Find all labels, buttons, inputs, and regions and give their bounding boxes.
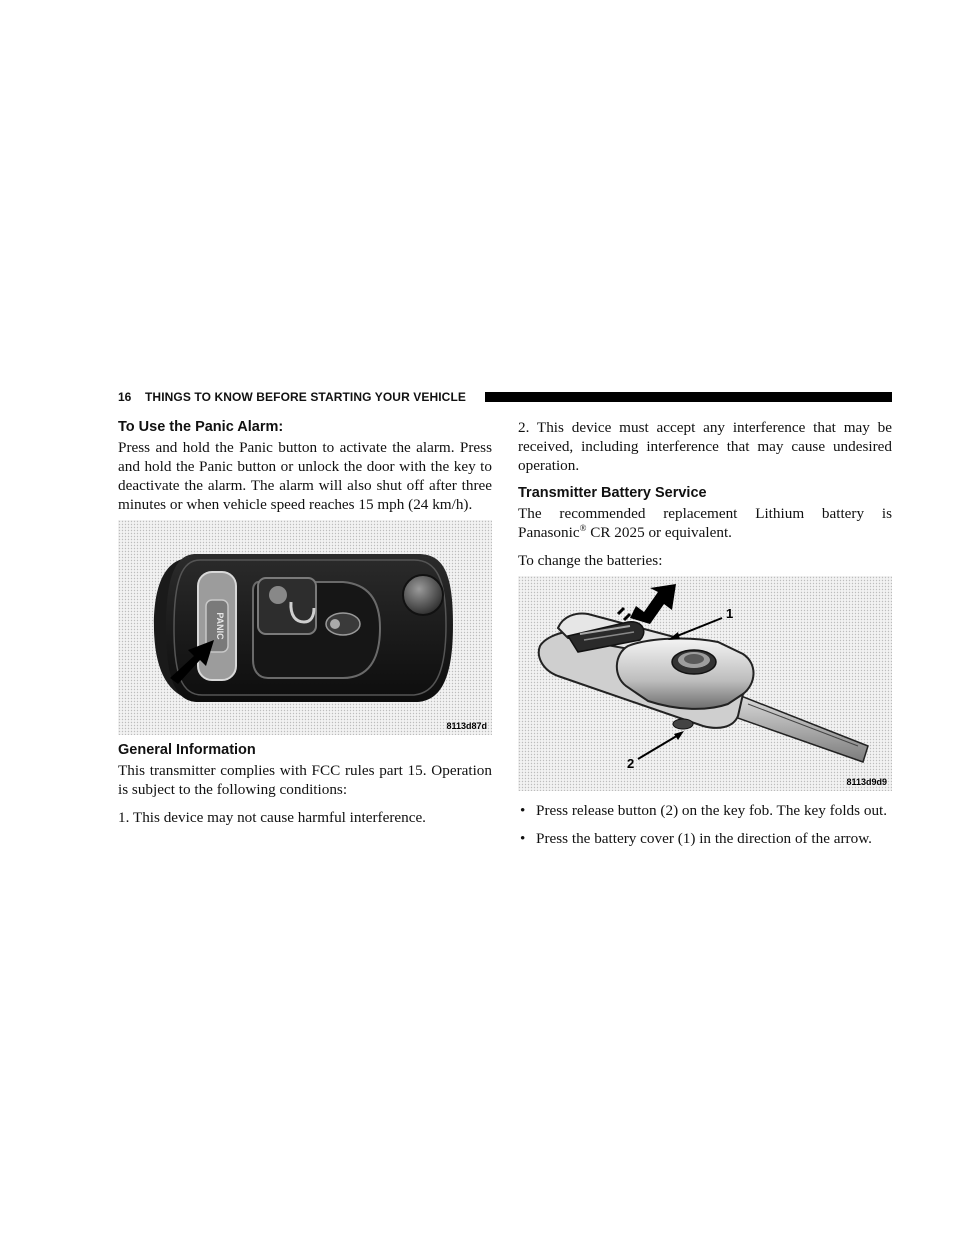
list-item — [518, 829, 892, 848]
figure-code: 8113d87d — [446, 721, 487, 731]
list-item-text: Press release button (2) on the key fob. The key folds out. — [536, 802, 888, 819]
condition-1-text: 1. This device may not cause harmful interference. — [118, 809, 426, 826]
condition-2-text: 2. This device must accept any interference that may be received, including interference that may cause undesired operation. — [518, 419, 892, 474]
general-information-heading: General Information — [118, 742, 256, 758]
battery-service-heading: Transmitter Battery Service — [518, 485, 707, 501]
list-item — [518, 801, 892, 820]
general-information-text: This transmitter complies with FCC rules part 15. Operation is subject to the following conditions: — [118, 762, 492, 798]
battery-service-text — [518, 504, 892, 542]
section-title: THINGS TO KNOW BEFORE STARTING YOUR VEHICLE — [145, 390, 466, 404]
left-column — [118, 418, 492, 827]
key-fob-figure — [118, 520, 492, 735]
page-number: 16 — [118, 390, 132, 404]
figure-code: 8113d9d9 — [846, 777, 887, 787]
folding-key-figure — [518, 576, 892, 791]
battery-text-part-1: The recommended replacement Lithium battery is Panasonic — [518, 505, 892, 541]
battery-text-part-2: CR 2025 or equivalent. — [586, 524, 732, 541]
registered-mark: ® — [579, 522, 587, 533]
list-item-text: Press the battery cover (1) in the direction of the arrow. — [536, 830, 872, 847]
bullet-symbol: • — [520, 830, 526, 847]
bullet-symbol: • — [520, 802, 526, 819]
page-header — [118, 388, 892, 406]
change-batteries-text: To change the batteries: — [518, 552, 663, 569]
battery-steps-list — [518, 801, 892, 848]
key-fob-panic-illustration — [118, 520, 492, 735]
header-rule — [485, 392, 892, 402]
callout-1: 1 — [726, 606, 734, 621]
panic-alarm-text: Press and hold the Panic button to activate the alarm. Press and hold the Panic button or unlock the door with the key to deactivate the alarm. The alarm will also shut off after three minutes or when vehicle speed reaches 15 mph (24 km/h). — [118, 439, 492, 513]
folding-key-fob-illustration — [518, 576, 892, 791]
panic-alarm-heading: To Use the Panic Alarm: — [118, 419, 284, 435]
right-column — [518, 418, 892, 857]
panic-button-label: PANIC — [215, 612, 225, 640]
callout-2: 2 — [627, 756, 635, 771]
